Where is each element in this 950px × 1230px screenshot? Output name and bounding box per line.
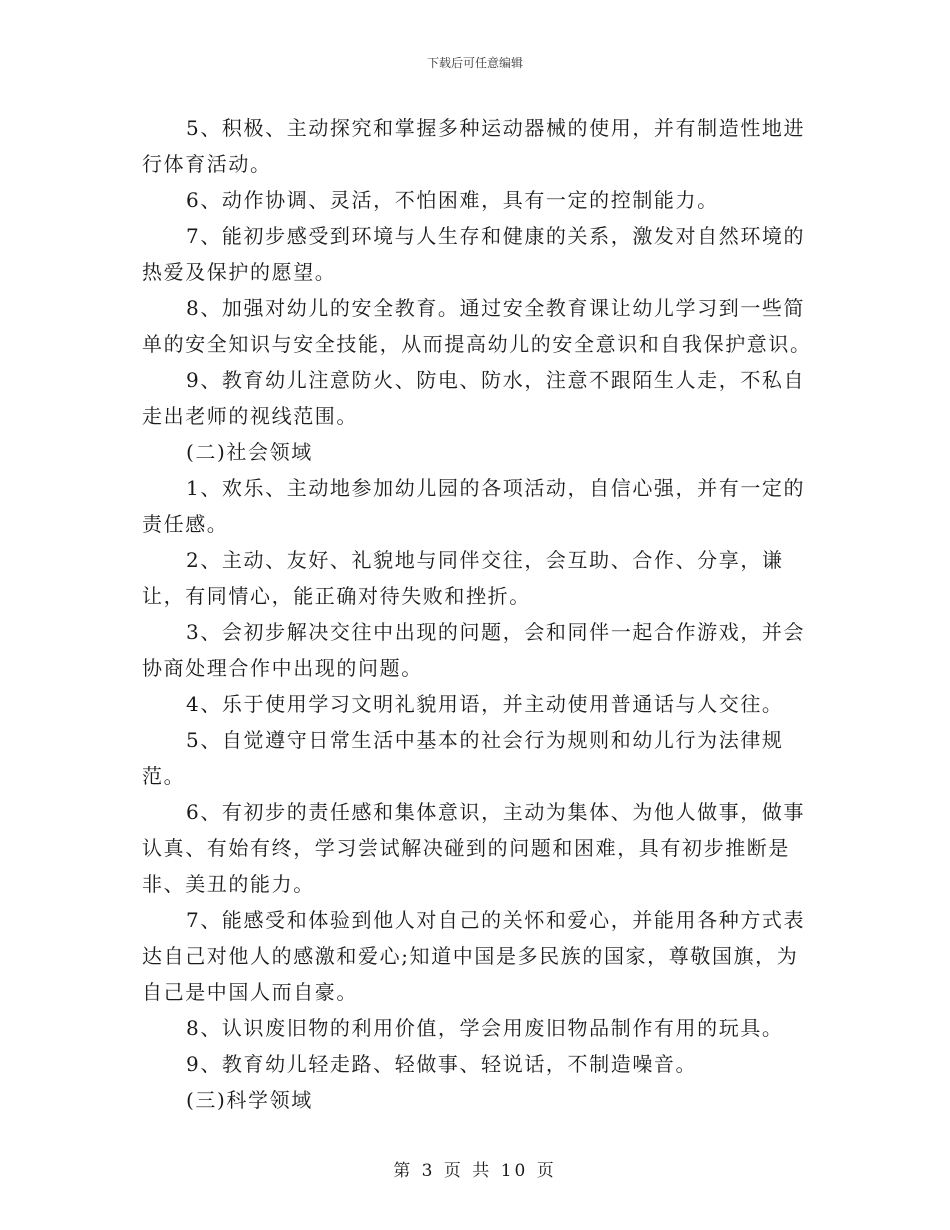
paragraph-item: 8、认识废旧物的利用价值，学会用废旧物品制作有用的玩具。 [186, 1016, 784, 1040]
paragraph-item: 7、能初步感受到环境与人生存和健康的关系，激发对自然环境的热爱及保护的愿望。 [142, 224, 806, 284]
paragraph-item: 6、动作协调、灵活，不怕困难，具有一定的控制能力。 [186, 188, 719, 212]
document-body [142, 110, 814, 1118]
paragraph-item: 7、能感受和体验到他人对自己的关怀和爱心，并能用各种方式表达自己对他人的感激和爱心;知道中国是多民族的国家，尊敬国旗，为自己是中国人而自豪。 [142, 908, 806, 1004]
section-heading-science: (三)科学领域 [186, 1088, 313, 1112]
paragraph-item: 9、教育幼儿轻走路、轻做事、轻说话，不制造噪音。 [186, 1052, 698, 1076]
paragraph-item: 6、有初步的责任感和集体意识，主动为集体、为他人做事，做事认真、有始有终，学习尝试解决碰到的问题和困难，具有初步推断是非、美丑的能力。 [142, 800, 806, 896]
paragraph-item: 1、欢乐、主动地参加幼儿园的各项活动，自信心强，并有一定的责任感。 [142, 476, 806, 536]
page-number-footer: 第 3 页 共 10 页 [393, 1161, 557, 1181]
paragraph-item: 2、主动、友好、礼貌地与同伴交往，会互助、合作、分享，谦让，有同情心，能正确对待失败和挫折。 [142, 548, 784, 608]
paragraph-item: 5、自觉遵守日常生活中基本的社会行为规则和幼儿行为法律规范。 [142, 728, 784, 788]
paragraph-item: 4、乐于使用学习文明礼貌用语，并主动使用普通话与人交往。 [186, 692, 784, 716]
paragraph-item: 8、加强对幼儿的安全教育。通过安全教育课让幼儿学习到一些简单的安全知识与安全技能，从而提高幼儿的安全意识和自我保护意识。 [142, 296, 812, 356]
section-heading-social: (二)社会领域 [186, 440, 313, 464]
page-header-note: 下载后可任意编辑 [426, 56, 523, 70]
paragraph-item: 5、积极、主动探究和掌握多种运动器械的使用，并有制造性地进行体育活动。 [142, 116, 806, 176]
paragraph-item: 3、会初步解决交往中出现的问题，会和同伴一起合作游戏，并会协商处理合作中出现的问题。 [142, 620, 806, 680]
paragraph-item: 9、教育幼儿注意防火、防电、防水，注意不跟陌生人走，不私自走出老师的视线范围。 [142, 368, 806, 428]
